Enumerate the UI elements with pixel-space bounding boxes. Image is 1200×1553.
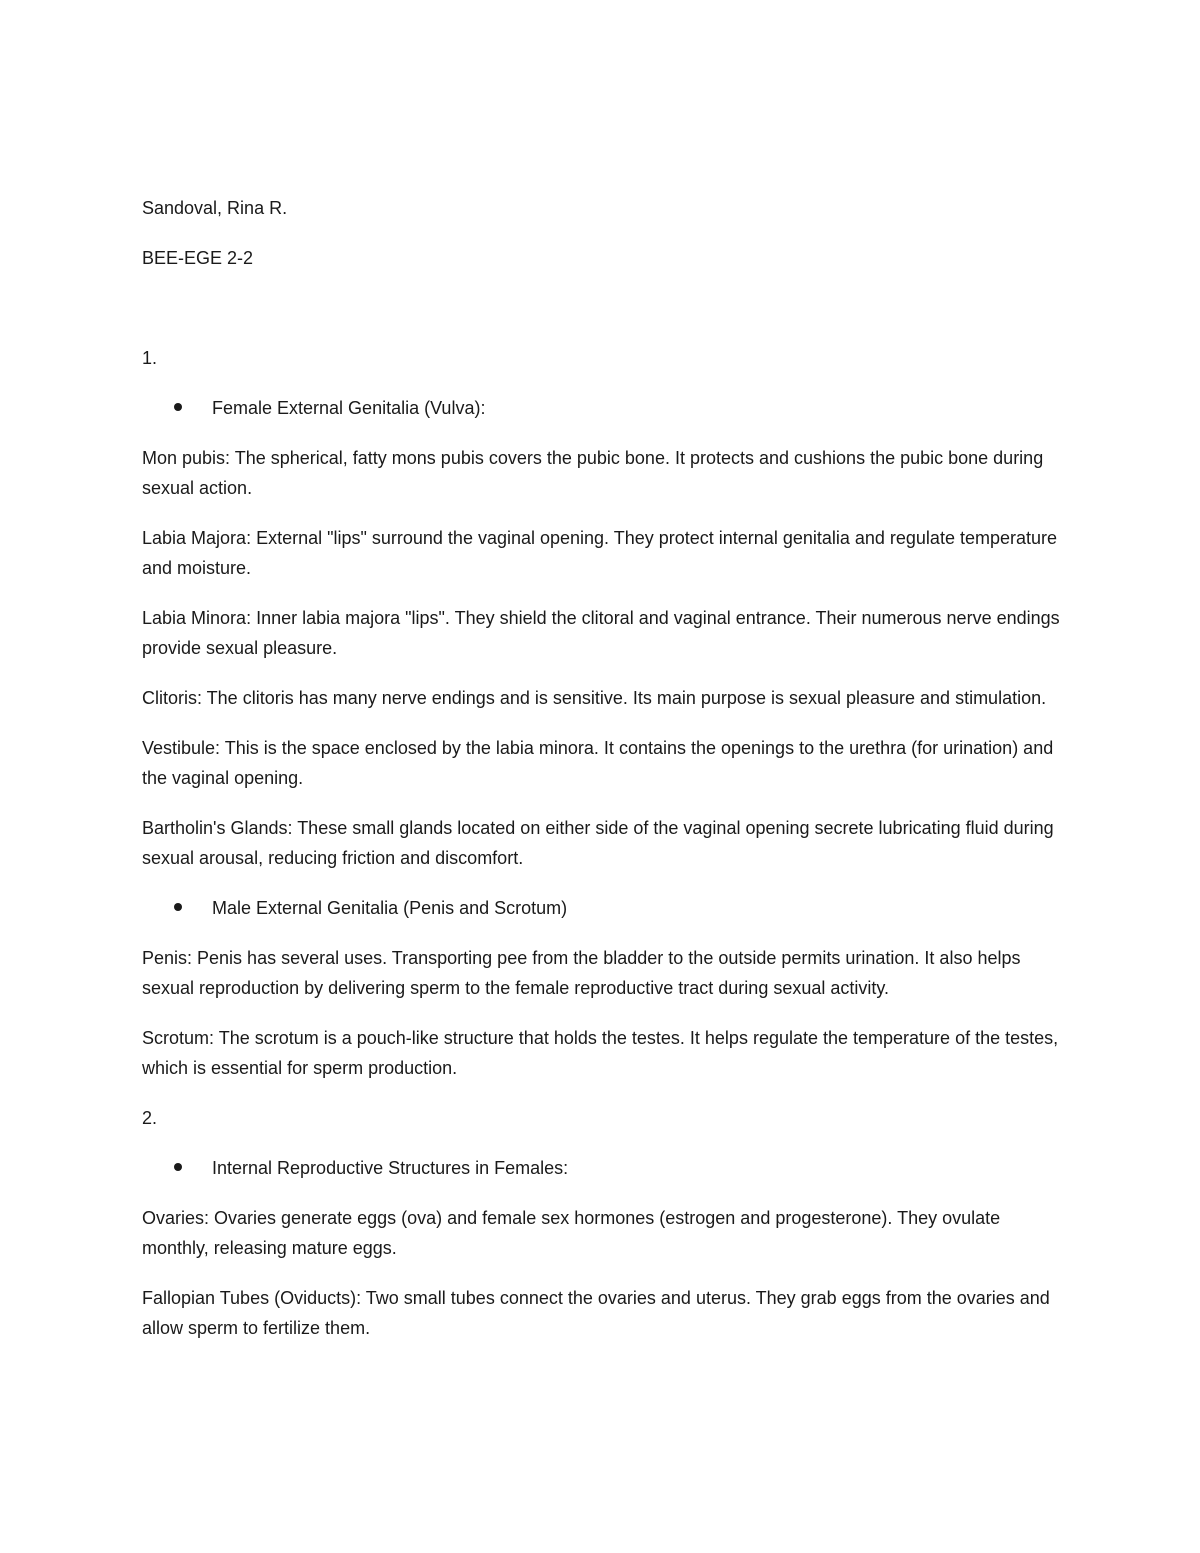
paragraph-penis: Penis: Penis has several uses. Transporting pee from the bladder to the outside permits urination. It also helps sexual reproduction by delivering sperm to the female reproductive tract during sexual activity. bbox=[142, 948, 1021, 998]
author-name: Sandoval, Rina R. bbox=[142, 198, 288, 218]
bullet-female-external bbox=[142, 393, 1067, 423]
section-number-1: 1. bbox=[142, 348, 158, 368]
paragraph-labia-majora: Labia Majora: External "lips" surround the vaginal opening. They protect internal genitalia and regulate temperature and moisture. bbox=[142, 528, 1058, 578]
bullet-internal-female bbox=[142, 1153, 1067, 1183]
paragraph-clitoris: Clitoris: The clitoris has many nerve endings and is sensitive. Its main purpose is sexual pleasure and stimulation. bbox=[142, 688, 1047, 708]
bullet-dot-icon bbox=[174, 403, 182, 411]
bullet-label: Male External Genitalia (Penis and Scrotum) bbox=[212, 898, 568, 918]
bullet-label: Female External Genitalia (Vulva): bbox=[212, 398, 486, 418]
paragraph-mons-pubis: Mon pubis: The spherical, fatty mons pubis covers the pubic bone. It protects and cushions the pubic bone during sexual action. bbox=[142, 448, 1044, 498]
bullet-male-external bbox=[142, 893, 1067, 923]
paragraph-ovaries: Ovaries: Ovaries generate eggs (ova) and female sex hormones (estrogen and progesterone). They ovulate monthly, releasing mature eggs. bbox=[142, 1208, 1001, 1258]
paragraph-labia-minora: Labia Minora: Inner labia majora "lips". They shield the clitoral and vaginal entrance. Their numerous nerve endings provide sexual pleasure. bbox=[142, 608, 1060, 658]
bullet-dot-icon bbox=[174, 903, 182, 911]
bullet-dot-icon bbox=[174, 1163, 182, 1171]
section-number-2: 2. bbox=[142, 1108, 158, 1128]
paragraph-fallopian-tubes: Fallopian Tubes (Oviducts): Two small tubes connect the ovaries and uterus. They grab eggs from the ovaries and allow sperm to fertilize them. bbox=[142, 1288, 1050, 1338]
paragraph-vestibule: Vestibule: This is the space enclosed by the labia minora. It contains the openings to the urethra (for urination) and the vaginal opening. bbox=[142, 738, 1054, 788]
bullet-label: Internal Reproductive Structures in Females: bbox=[212, 1158, 569, 1178]
class-section: BEE-EGE 2-2 bbox=[142, 248, 254, 268]
paragraph-scrotum: Scrotum: The scrotum is a pouch-like structure that holds the testes. It helps regulate the temperature of the testes, which is essential for sperm production. bbox=[142, 1028, 1059, 1078]
document-body bbox=[142, 193, 1067, 1363]
spacer bbox=[142, 293, 1067, 343]
paragraph-bartholins-glands: Bartholin's Glands: These small glands located on either side of the vaginal opening secrete lubricating fluid during sexual arousal, reducing friction and discomfort. bbox=[142, 818, 1054, 868]
